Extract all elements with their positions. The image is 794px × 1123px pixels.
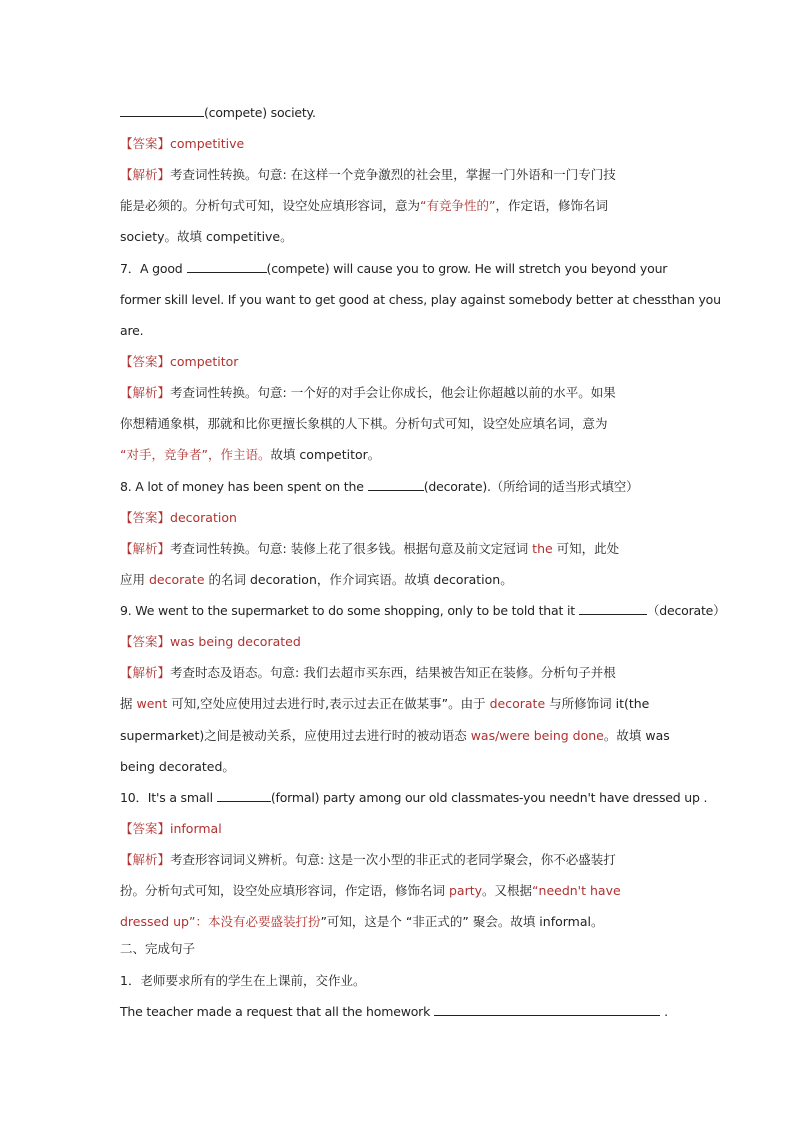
explanation-line: 【解析】考查时态及语态。句意: 我们去超市买东西，结果被告知正在装修。分析句子并根: [120, 665, 616, 680]
explanation-line: being decorated。: [120, 759, 235, 774]
blank: [120, 104, 204, 117]
question-10: 10．It's a small (formal) party among our old classmates-you needn't have dressed up .: [120, 790, 708, 805]
sentence-1-cn: 1．老师要求所有的学生在上课前，交作业。: [120, 973, 366, 988]
explanation-line: dressed up”：本没有必要盛装打扮”可知，这是个 “非正式的” 聚会。故填 informal。: [120, 914, 604, 929]
explanation-line: 你想精通象棋，那就和比你更擅长象棋的人下棋。分析句式可知，设空处应填名词，意为: [120, 416, 608, 431]
blank: [368, 478, 424, 491]
question-7-line3: are.: [120, 323, 144, 338]
line-society: (compete) society.: [120, 104, 316, 122]
explanation-line: 能是必须的。分析句式可知，设空处应填形容词，意为“有竞争性的”，作定语，修饰名词: [120, 198, 608, 213]
question-7-line2: former skill level. If you want to get good at chess, play against somebody better at chessthan you: [120, 292, 721, 307]
explanation-line: society。故填 competitive。: [120, 229, 293, 244]
answer-line: 【答案】was being decorated: [120, 634, 301, 649]
answer-line: 【答案】competitive: [120, 136, 245, 151]
explanation-line: “对手，竞争者”，作主语。故填 competitor。: [120, 447, 381, 462]
explanation-line: supermarket)之间是被动关系，应使用过去进行时的被动语态 was/were being done。故填 was: [120, 728, 670, 743]
explanation-line: 【解析】考查词性转换。句意: 一个好的对手会让你成长，他会让你超越以前的水平。如果: [120, 385, 616, 400]
section-title: 二、完成句子: [120, 941, 196, 956]
sentence-1-en: The teacher made a request that all the homework .: [120, 1004, 668, 1019]
question-9: 9. We went to the supermarket to do some shopping, only to be told that it （decorate）: [120, 603, 726, 618]
explanation-line: 【解析】考查形容词词义辨析。句意: 这是一次小型的非正式的老同学聚会，你不必盛装打: [120, 852, 616, 867]
question-8: 8. A lot of money has been spent on the (decorate).（所给词的适当形式填空）: [120, 479, 639, 494]
answer-line: 【答案】informal: [120, 821, 222, 836]
answer-line: 【答案】competitor: [120, 354, 239, 369]
blank: [217, 789, 271, 802]
explanation-line: 扮。分析句式可知，设空处应填形容词，作定语，修饰名词 party。又根据“needn't have: [120, 883, 621, 898]
blank: [187, 260, 267, 273]
explanation-line: 【解析】考查词性转换。句意: 在这样一个竞争激烈的社会里，掌握一门外语和一门专门技: [120, 167, 616, 182]
answer-line: 【答案】decoration: [120, 510, 237, 525]
explanation-line: 应用 decorate 的名词 decoration，作介词宾语。故填 decoration。: [120, 572, 513, 587]
question-7: 7．A good (compete) will cause you to grow. He will stretch you beyond your: [120, 261, 668, 276]
blank: [434, 1003, 660, 1016]
blank: [579, 602, 647, 615]
explanation-line: 据 went 可知,空处应使用过去进行时,表示过去正在做某事”。由于 decorate 与所修饰词 it(the: [120, 696, 650, 711]
explanation-line: 【解析】考查词性转换。句意: 装修上花了很多钱。根据句意及前文定冠词 the 可知，此处: [120, 541, 620, 556]
